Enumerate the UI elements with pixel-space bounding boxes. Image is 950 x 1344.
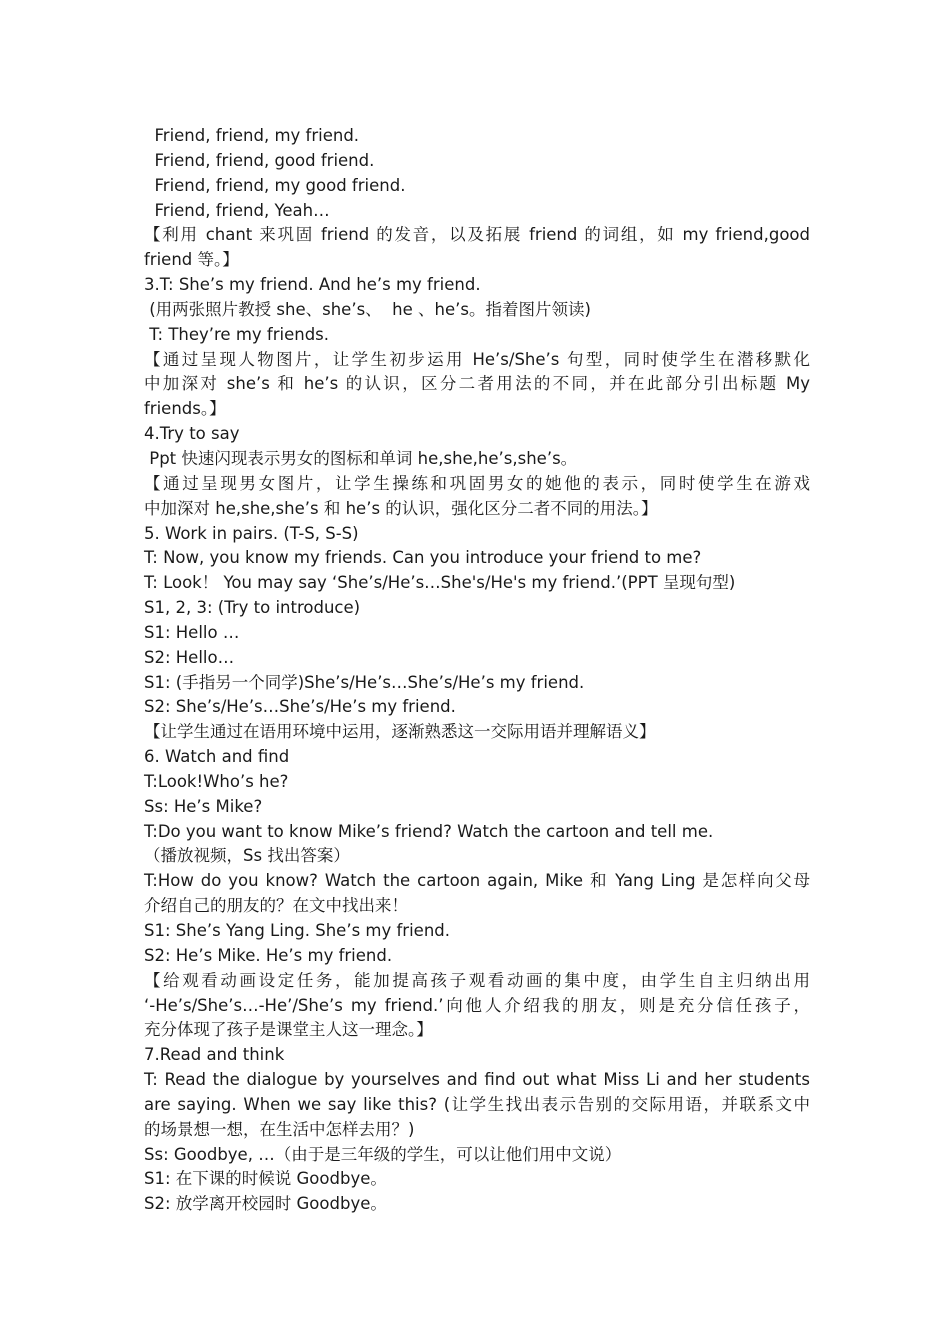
step-3-teacher-line: T: They’re my friends. (144, 324, 330, 344)
chant-line-2: Friend, friend, good friend. (144, 150, 375, 170)
step-6-instruction: （播放视频，Ss 找出答案） (144, 846, 350, 866)
step-5-teacher-line-1: T: Now, you know my friends. Can you introduce your friend to me? (144, 548, 702, 568)
step-5-dialogue-3: S1: (手指另一个同学)She’s/He’s…She’s/He’s my friend. (144, 672, 585, 692)
chant-line-1: Friend, friend, my friend. (144, 126, 360, 145)
step-7-teacher-line-1: T: Read the dialogue by yourselves and find out what Miss Li and her students (144, 1070, 810, 1090)
step-7-teacher-line-3: 的场景想一想，在生活中怎样去用？) (144, 1119, 415, 1139)
step-6-dialogue-1: S1: She’s Yang Ling. She’s my friend. (144, 921, 450, 940)
chant-line-3: Friend, friend, my good friend. (144, 175, 406, 195)
step-5-dialogue-2: S2: Hello… (144, 647, 235, 667)
step-3-heading: 3.T: She’s my friend. And he’s my friend. (144, 275, 481, 295)
step-7-teacher-line-2: are saying. When we say like this? (让学生找出表示告别的交际用语，并联系文中 (144, 1094, 810, 1114)
step-5-teacher-line-2: T: Look！ You may say ‘She’s/He’s…She's/He's my friend.’(PPT 呈现句型) (144, 573, 736, 593)
note-step-3-line-1: 【通过呈现人物图片，让学生初步运用 He’s/She’s 句型，同时使学生在潜移默化 (144, 349, 810, 369)
note-step-6-line-1: 【给观看动画设定任务，能加提高孩子观看动画的集中度，由学生自主归纳出用 (144, 970, 810, 990)
note-step-4-line-1: 【通过呈现男女图片，让学生操练和巩固男女的她他的表示，同时使学生在游戏 (144, 473, 810, 493)
note-step-6-line-3: 充分体现了孩子是课堂主人这一理念。】 (144, 1020, 433, 1040)
step-6-students-line: Ss: He’s Mike? (144, 796, 263, 816)
step-4-heading: 4.Try to say (144, 424, 240, 444)
note-chant-line-1: 【利用 chant 来巩固 friend 的发音，以及拓展 friend 的词组，如 my friend,good (144, 225, 810, 245)
document-body (144, 124, 810, 1217)
step-5-students-line: S1, 2, 3: (Try to introduce) (144, 598, 361, 618)
note-step-3-line-2: 中加深对 she’s 和 he’s 的认识，区分二者用法的不同，并在此部分引出标题 My (144, 374, 810, 394)
step-7-students-line: Ss: Goodbye, …（由于是三年级的学生，可以让他们用中文说） (144, 1144, 622, 1164)
step-6-dialogue-2: S2: He’s Mike. He’s my friend. (144, 945, 393, 965)
step-6-heading: 6. Watch and find (144, 747, 290, 767)
step-6-teacher-line-3a: T:How do you know? Watch the cartoon again, Mike 和 Yang Ling 是怎样向父母 (144, 871, 810, 891)
step-6-teacher-line-3b: 介绍自己的朋友的？在文中找出来！ (144, 896, 408, 916)
note-step-5: 【让学生通过在语用环境中运用，逐渐熟悉这一交际用语并理解语义】 (144, 722, 656, 742)
step-5-dialogue-4: S2: She’s/He’s…She’s/He’s my friend. (144, 697, 456, 717)
step-6-teacher-line-2: T:Do you want to know Mike’s friend? Watch the cartoon and tell me. (144, 821, 714, 841)
step-3-instruction: (用两张照片教授 she、she’s、 he 、he’s。指着图片领读) (144, 299, 591, 319)
step-6-teacher-line-1: T:Look!Who’s he? (144, 771, 289, 791)
step-7-dialogue-1: S1: 在下课的时候说 Goodbye。 (144, 1169, 387, 1189)
step-7-heading: 7.Read and think (144, 1045, 285, 1065)
chant-line-4: Friend, friend, Yeah… (144, 200, 330, 220)
note-step-3-line-3: friends。】 (144, 399, 226, 419)
step-5-heading: 5. Work in pairs. (T-S, S-S) (144, 523, 359, 543)
note-step-6-line-2: ‘-He’s/She’s…-He’/She’s my friend.’向他人介绍我的朋友，则是充分信任孩子， (144, 995, 810, 1015)
step-5-dialogue-1: S1: Hello … (144, 622, 240, 642)
step-7-dialogue-2: S2: 放学离开校园时 Goodbye。 (144, 1194, 387, 1214)
note-step-4-line-2: 中加深对 he,she,she’s 和 he’s 的认识，强化区分二者不同的用法。】 (144, 498, 658, 518)
step-4-instruction: Ppt 快速闪现表示男女的图标和单词 he,she,he’s,she’s。 (144, 448, 578, 468)
note-chant-line-2: friend 等。】 (144, 250, 239, 270)
